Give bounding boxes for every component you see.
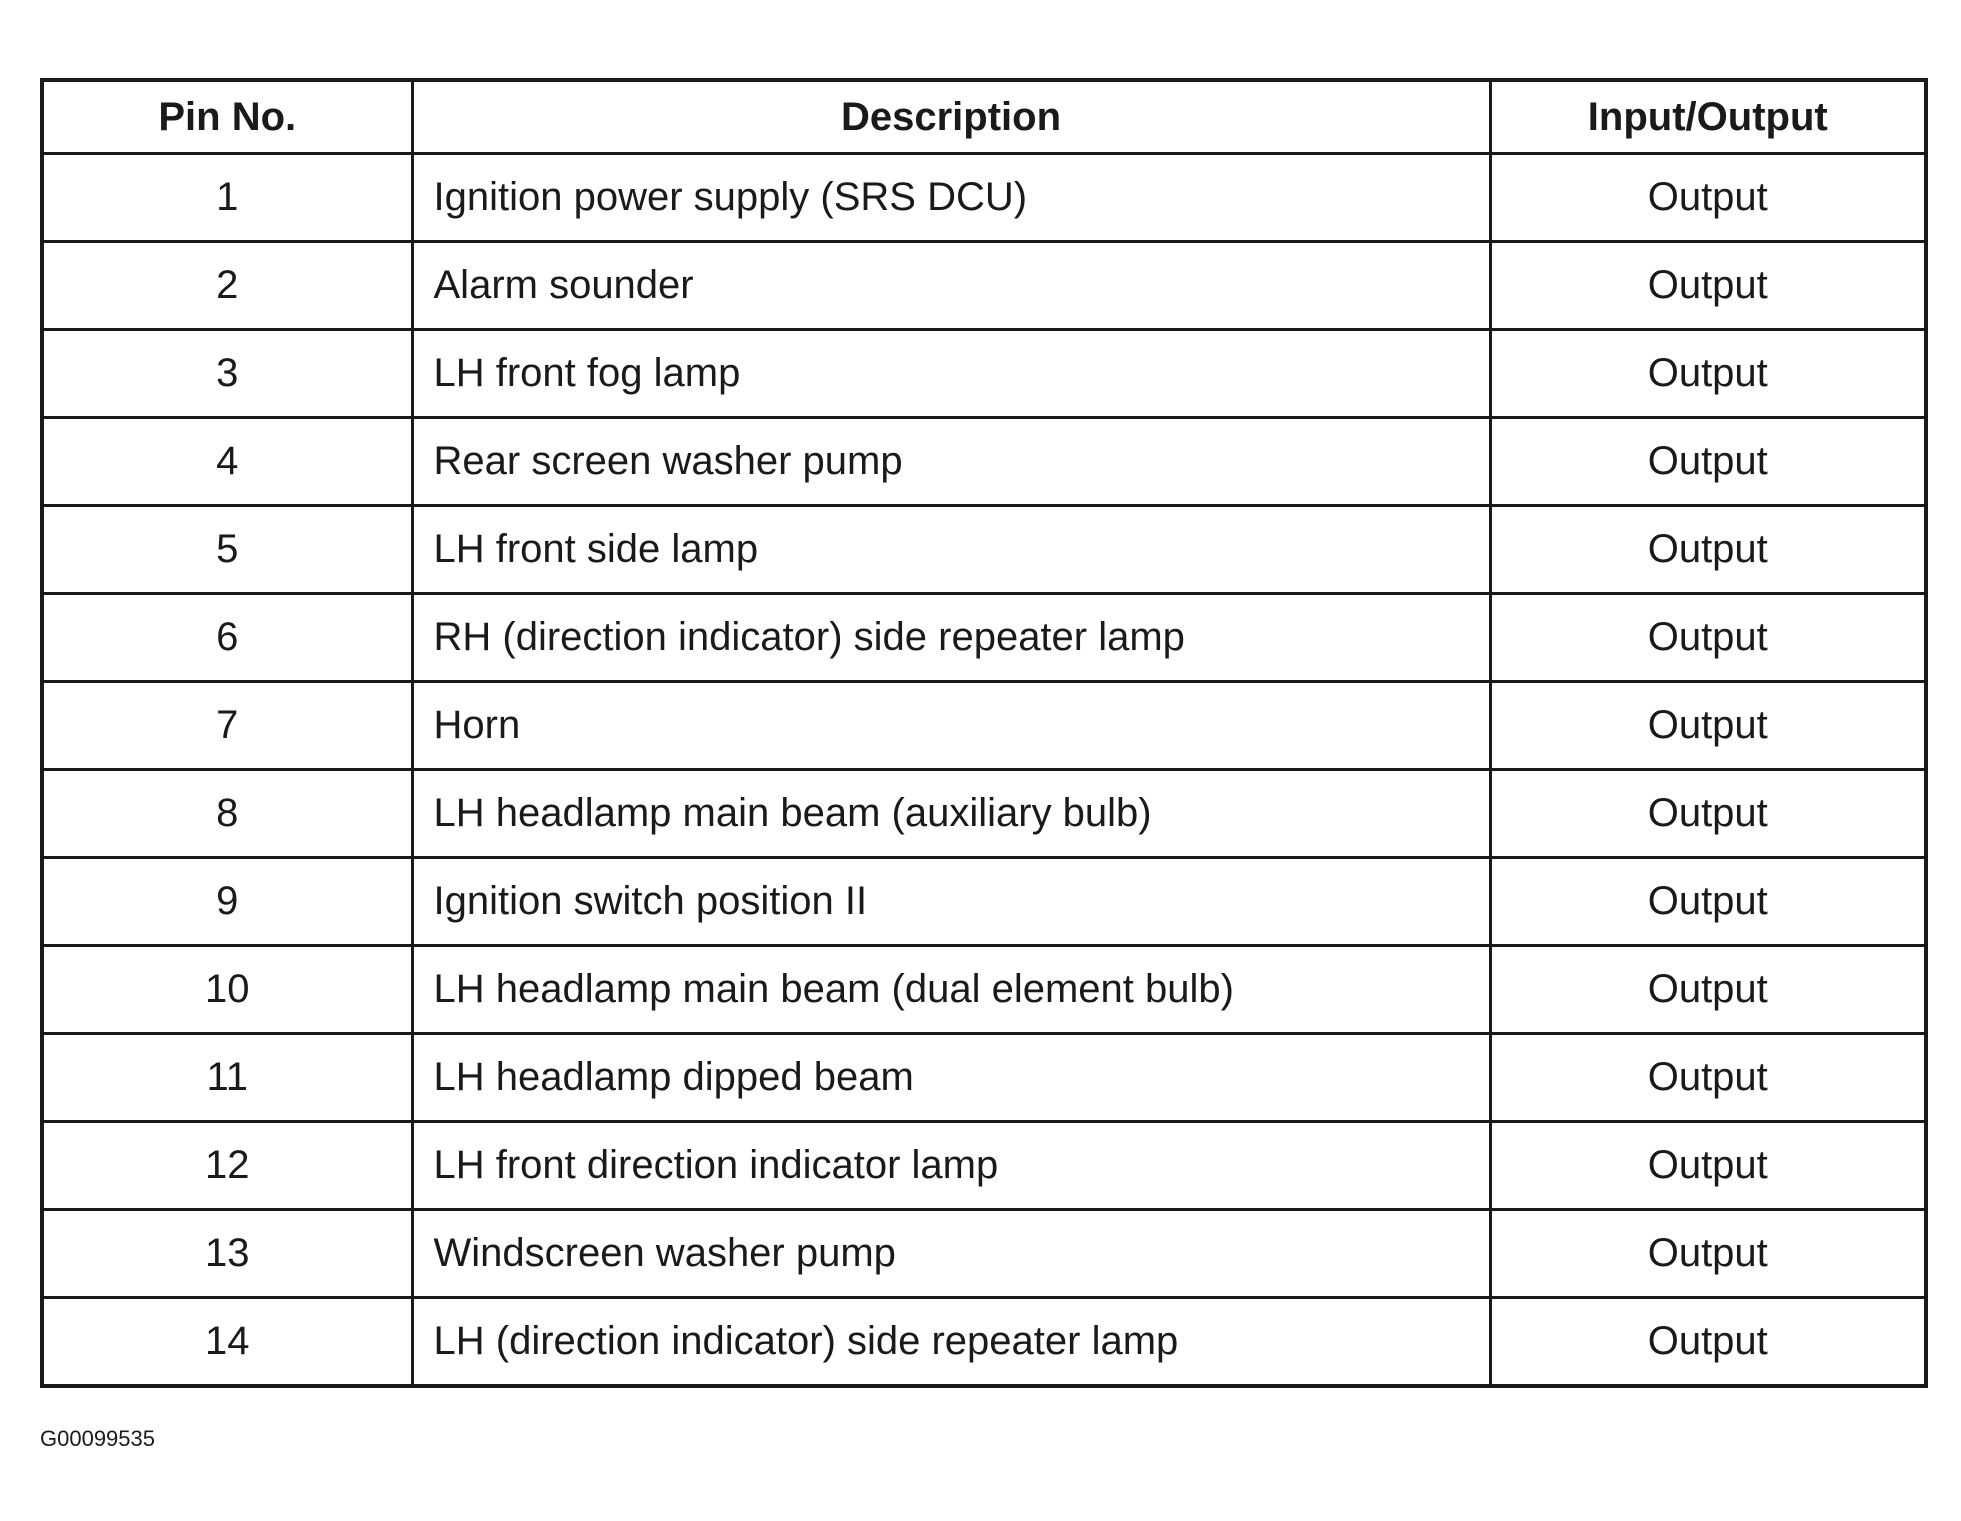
header-description: Description	[412, 80, 1490, 154]
table-row	[42, 418, 1926, 506]
pin-number-cell: 5	[42, 506, 412, 594]
input-output-cell: Output	[1490, 506, 1926, 594]
pin-number-cell: 13	[42, 1210, 412, 1298]
description-cell: LH front fog lamp	[412, 330, 1490, 418]
table-row	[42, 770, 1926, 858]
description-cell: LH front direction indicator lamp	[412, 1122, 1490, 1210]
pin-number-cell: 9	[42, 858, 412, 946]
table-row	[42, 242, 1926, 330]
input-output-cell: Output	[1490, 418, 1926, 506]
table-row	[42, 1210, 1926, 1298]
description-cell: LH (direction indicator) side repeater lamp	[412, 1298, 1490, 1387]
description-cell: Ignition switch position II	[412, 858, 1490, 946]
description-cell: RH (direction indicator) side repeater lamp	[412, 594, 1490, 682]
table-row	[42, 682, 1926, 770]
table-row	[42, 506, 1926, 594]
description-cell: LH headlamp main beam (dual element bulb)	[412, 946, 1490, 1034]
description-cell: Alarm sounder	[412, 242, 1490, 330]
table-row	[42, 946, 1926, 1034]
pin-number-cell: 10	[42, 946, 412, 1034]
input-output-cell: Output	[1490, 1298, 1926, 1387]
input-output-cell: Output	[1490, 242, 1926, 330]
pin-number-cell: 7	[42, 682, 412, 770]
pin-number-cell: 2	[42, 242, 412, 330]
pin-number-cell: 6	[42, 594, 412, 682]
pin-number-cell: 14	[42, 1298, 412, 1387]
description-cell: LH front side lamp	[412, 506, 1490, 594]
pin-number-cell: 1	[42, 154, 412, 242]
description-cell: Horn	[412, 682, 1490, 770]
pin-number-cell: 3	[42, 330, 412, 418]
input-output-cell: Output	[1490, 154, 1926, 242]
description-cell: Ignition power supply (SRS DCU)	[412, 154, 1490, 242]
pin-number-cell: 8	[42, 770, 412, 858]
input-output-cell: Output	[1490, 770, 1926, 858]
input-output-cell: Output	[1490, 946, 1926, 1034]
input-output-cell: Output	[1490, 858, 1926, 946]
description-cell: Rear screen washer pump	[412, 418, 1490, 506]
pin-number-cell: 11	[42, 1034, 412, 1122]
input-output-cell: Output	[1490, 1210, 1926, 1298]
pin-number-cell: 4	[42, 418, 412, 506]
header-row	[42, 80, 1926, 154]
table-row	[42, 1122, 1926, 1210]
table-row	[42, 1298, 1926, 1387]
header-pin-no: Pin No.	[42, 80, 412, 154]
pin-table	[40, 78, 1928, 1388]
pin-number-cell: 12	[42, 1122, 412, 1210]
table-row	[42, 154, 1926, 242]
table-row	[42, 858, 1926, 946]
input-output-cell: Output	[1490, 1122, 1926, 1210]
input-output-cell: Output	[1490, 594, 1926, 682]
input-output-cell: Output	[1490, 330, 1926, 418]
description-cell: Windscreen washer pump	[412, 1210, 1490, 1298]
input-output-cell: Output	[1490, 682, 1926, 770]
description-cell: LH headlamp main beam (auxiliary bulb)	[412, 770, 1490, 858]
table-row	[42, 1034, 1926, 1122]
input-output-cell: Output	[1490, 1034, 1926, 1122]
description-cell: LH headlamp dipped beam	[412, 1034, 1490, 1122]
table-row	[42, 594, 1926, 682]
header-input-output: Input/Output	[1490, 80, 1926, 154]
figure-id-label: G00099535	[40, 1426, 155, 1451]
table-row	[42, 330, 1926, 418]
